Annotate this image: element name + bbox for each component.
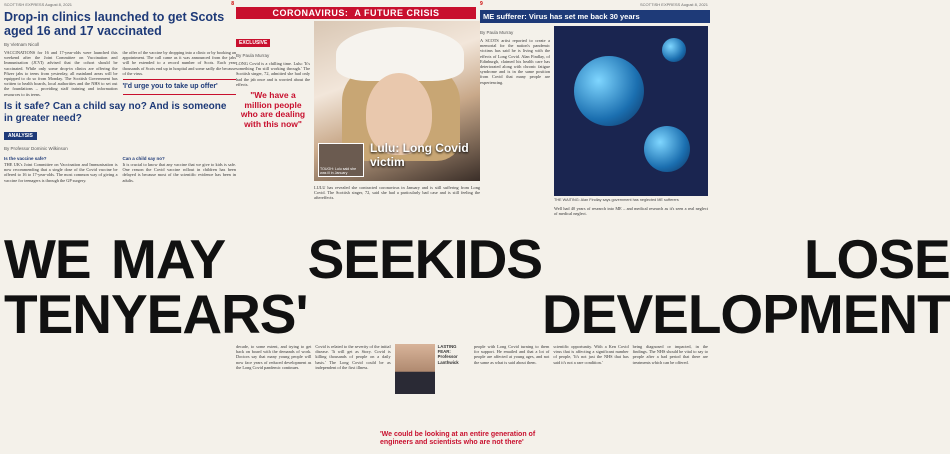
mid-text-1: LONG Covid is a chilling time. Lulu: 'It's something I'm still working through.' The Scottish singer, 72, admitted she had only had the jab once and is worried about the effects. <box>236 61 310 87</box>
left-subhead: Is it safe? Can a child say no? And is someone in greater need? <box>4 101 227 124</box>
left-pull-quote: 'I'd urge you to take up offer' <box>123 79 237 95</box>
main-headline <box>4 228 950 345</box>
left-text-2: the offer of the vaccine by dropping into a clinic or by booking an appointment. The call came as it was announced from the jabs will be extended to a record number of Scots. Each year thousands of Scots end up in hospital and some sadly die because of the virus. <box>122 50 236 76</box>
left-text-1: VACCINATIONS for 16 and 17-year-olds were launched this weekend after the Joint Committee on Vaccination and Immunisation (JCVI) advised that the cohort should be vaccinated. While only some drop-in clinics are offering the Pfizer jabs to teens from yesterday, all mainland areas will be equipped to do so from Monday. The Scottish Government has written to health boards, local authorities and the NHS to set out the foundations – providing staff training and information resources to its teens. <box>4 50 118 97</box>
analysis-text-1: THE UK's Joint Committee on Vaccination and Immunisation is now recommending that a single dose of the Covid vaccine be offered to 16 to 17-year-olds. The most common way of giving a vaccine for teenagers is through the GP surgery. <box>4 162 118 183</box>
headline-word-kids: KIDS <box>414 228 543 290</box>
portrait-caption: LASTING FEAR: Professor Lanthwick <box>437 344 459 365</box>
bottom-text-3: people with Long Covid turning to them for support. He emailed and that a lot of people are affected at young ages, and not the same as what is said about them. <box>473 344 550 365</box>
analysis-byline: By Professor Dominic Wilkinson <box>4 146 68 152</box>
virus-particle-large <box>574 56 644 126</box>
right-headline: ME sufferer: Virus has set me back 30 years <box>480 10 710 23</box>
headline-word-years: YEARS' <box>111 283 308 345</box>
exclusive-tag: EXCLUSIVE <box>236 39 270 47</box>
analysis-question-2: Can a child say no? <box>122 156 165 162</box>
headline-word-see: SEE <box>307 228 415 290</box>
left-columns <box>4 50 236 98</box>
mid-text-column <box>236 31 310 129</box>
virus-particle-small <box>662 38 686 62</box>
analysis-text-2: It is crucial to know that any vaccine that we give to kids is safe. One reason the Covid vaccine rollout in children has been delayed is because most of the scientific evidence has been in adults. <box>122 162 236 183</box>
virus-graphic <box>554 26 708 196</box>
headline-word-development: DEVELOPMENT <box>542 283 950 345</box>
left-page-number: 8 <box>231 1 234 7</box>
left-byline: By Vietnam Nicoll <box>4 42 40 47</box>
banner-part1: CORONAVIRUS: <box>272 8 349 18</box>
bottom-quote: 'We could be looking at an entire generation of engineers and scientists who are not there' <box>380 431 536 446</box>
analysis-label: ANALYSIS <box>4 132 37 140</box>
headline-word-lose: LOSE <box>803 228 950 290</box>
right-byline: By Paula Murray <box>480 30 514 35</box>
photo-caption: Lulu: Long Covid victim <box>370 141 469 169</box>
headline-word-may: MAY <box>111 228 226 290</box>
inset-caption: TOUGH: Lulu said she was ill in January <box>320 167 357 175</box>
left-folio-text: SCOTTISH EXPRESS August 8, 2021 <box>4 1 73 7</box>
mid-byline: By Paula Murray <box>236 53 270 58</box>
mid-text-2: LULU has revealed she contracted coronavirus in January and is still suffering from Long Covid. The Scottish singer, 72, said she had a particularly bad case and is still feeling the aftereffects. <box>314 185 480 201</box>
mid-quote: "We have a million people who are dealing with this now" <box>240 90 306 129</box>
right-text-column <box>480 26 550 85</box>
right-folio <box>480 0 708 8</box>
bottom-story <box>236 344 708 394</box>
left-folio <box>4 0 234 8</box>
headline-word-ten: TEN <box>4 283 111 345</box>
right-story <box>480 10 710 217</box>
bottom-text-4: scientific opportunity. With a Ken Covid virus that is affecting a significant number of people, 'It's not just the NHS that has said it's not a rare condition.' <box>553 344 629 365</box>
bottom-text-1: decade, to some extent, and trying to get back on board with the demands of work. Doctors say that many young people will now face years of reduced development as the Long Covid pandemic continues. <box>236 344 312 370</box>
left-headline: Drop-in clinics launched to get Scots aged 16 and 17 vaccinated <box>4 10 225 38</box>
virus-particle-medium <box>644 126 690 172</box>
right-text-2: Well had 40 years of research into ME – and medical research as it's seen a real neglect of medical neglect. <box>554 206 708 217</box>
bottom-text-5: being diagnosed or impacted, in the findings. The NHS should be vital to say to people after a bad period that there are treatments which can be offered. <box>632 344 708 365</box>
graphic-caption: THE WAITING: Alan Findlay says government has neglected ME sufferers <box>554 198 679 202</box>
section-banner <box>236 7 476 19</box>
professor-portrait <box>395 344 435 394</box>
right-text-1: A SCOTS artist reported to create a memorial for the nation's pandemic victims has said he is living with the effects of Long Covid. Alan Findlay, of Edinburgh, claimed his health care has deteriorated along with chronic fatigue syndrome and is in the same position from Covid that many people are experiencing. <box>480 38 550 85</box>
analysis-question-1: Is the vaccine safe? <box>4 156 47 162</box>
left-story <box>4 10 236 183</box>
right-folio-text: SCOTTISH EXPRESS August 8, 2021 <box>639 1 708 7</box>
analysis-columns <box>4 154 236 183</box>
bottom-text-2: Covid is related to the severity of the initial disease. 'It will get as Story. Covid is killing thousands of people on a daily basis.' The Long Covid could be as independent of the first illness. <box>315 344 391 370</box>
mid-story <box>236 21 480 211</box>
lulu-photo <box>314 21 480 181</box>
headline-word-we: WE <box>4 228 91 290</box>
banner-part2: A FUTURE CRISIS <box>354 8 440 18</box>
right-page-number: 9 <box>480 1 483 7</box>
